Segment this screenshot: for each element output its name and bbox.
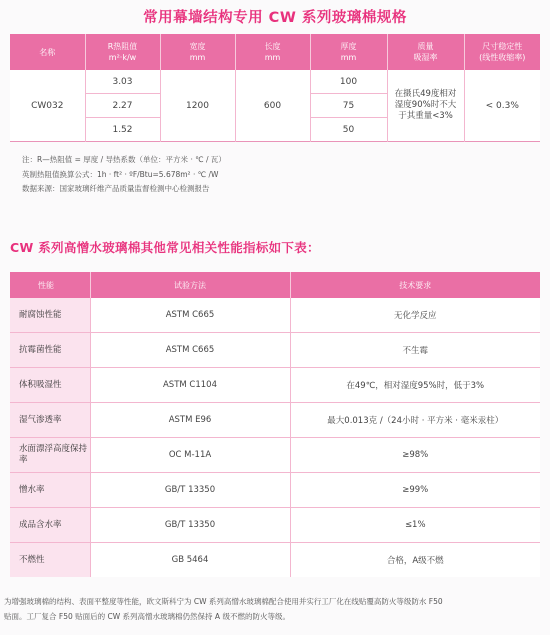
- performance-title: CW 系列高憎水玻璃棉其他常见相关性能指标如下表：: [10, 240, 320, 255]
- note-line: 英制热阻值换算公式：1h · ft² · ºF/Btu=5.678m² · ℃ /W: [22, 169, 219, 179]
- spec-title: 常用幕墙结构专用 CW 系列玻璃棉规格: [143, 10, 407, 26]
- requirement-cell: 不生霉: [290, 333, 540, 368]
- method-cell: GB/T 13350: [90, 473, 290, 508]
- moisture-line2: 湿度90%时不大: [394, 100, 457, 110]
- r-value-cell: 1.52: [85, 118, 160, 142]
- requirement-cell: ≥98%: [290, 438, 540, 473]
- header-r-value-line1: R热阻值: [107, 42, 138, 51]
- note-line: 数据来源：国家玻璃纤维产品质量监督检测中心检测报告: [22, 184, 210, 193]
- property-cell: 体积吸湿性: [10, 368, 90, 403]
- property-cell: 抗霉菌性能: [10, 333, 90, 368]
- spec-table-row: [10, 70, 540, 94]
- thickness-cell: 75: [310, 94, 387, 118]
- method-cell: ASTM C665: [90, 333, 290, 368]
- header-stability-line2: (线性收缩率): [479, 53, 526, 62]
- property-cell: 湿气渗透率: [10, 403, 90, 438]
- stability-cell: < 0.3%: [464, 70, 540, 142]
- table-row: [10, 543, 540, 578]
- thickness-cell: 50: [310, 118, 387, 142]
- thickness-cell: 100: [310, 70, 387, 94]
- header-thickness-line1: 厚度: [340, 42, 357, 51]
- method-cell: ASTM E96: [90, 403, 290, 438]
- table-row: [10, 508, 540, 543]
- spec-notes: [22, 153, 226, 197]
- requirement-cell: ≤1%: [290, 508, 540, 543]
- table-row: [10, 403, 540, 438]
- header-moisture-line1: 质量: [417, 42, 434, 51]
- requirement-cell: ≥99%: [290, 473, 540, 508]
- spec-table-header-row: [10, 34, 540, 70]
- header-width: [160, 34, 235, 70]
- property-cell: 成品含水率: [10, 508, 90, 543]
- table-row: [10, 298, 540, 333]
- moisture-cell: [387, 70, 464, 142]
- header-property: 性能: [10, 272, 90, 298]
- requirement-cell: 在49℃，相对湿度95%时，低于3%: [290, 368, 540, 403]
- property-cell: 耐腐蚀性能: [10, 298, 90, 333]
- method-cell: OC M-11A: [90, 438, 290, 473]
- method-cell: ASTM C1104: [90, 368, 290, 403]
- header-stability: [464, 34, 540, 70]
- table-row: [10, 368, 540, 403]
- header-length-line2: mm: [264, 53, 281, 62]
- spec-table: [10, 34, 540, 142]
- footer-line: 为增强玻璃棉的结构、表面平整度等性能，欧文斯科宁为 CW 系列高憎水玻璃棉配合使用并实行工厂化在线贴覆高防火等级防水 F50: [4, 597, 443, 606]
- length-cell: 600: [235, 70, 310, 142]
- method-cell: GB/T 13350: [90, 508, 290, 543]
- requirement-cell: 无化学反应: [290, 298, 540, 333]
- r-value-cell: 2.27: [85, 94, 160, 118]
- moisture-line3: 于其重量<3%: [398, 111, 453, 121]
- footer-line: 贴面。工厂复合 F50 贴面后的 CW 系列高憎水玻璃棉仍然保持 A 级不燃的防火等级。: [4, 612, 290, 621]
- product-name-cell: CW032: [10, 70, 85, 142]
- width-cell: 1200: [160, 70, 235, 142]
- header-requirement: 技术要求: [290, 272, 540, 298]
- note-line: 注：R—热阻值 = 厚度 / 导热系数（单位：平方米 · ℃ / 瓦）: [22, 155, 226, 164]
- header-moisture-line2: 吸湿率: [413, 53, 438, 62]
- requirement-cell: 最大0.013克 /（24小时 · 平方米 · 毫米汞柱）: [290, 403, 540, 438]
- method-cell: GB 5464: [90, 543, 290, 578]
- header-thickness-line2: mm: [340, 53, 357, 62]
- header-r-value: [85, 34, 160, 70]
- method-cell: ASTM C665: [90, 298, 290, 333]
- header-width-line1: 宽度: [189, 42, 206, 51]
- table-row: [10, 438, 540, 473]
- header-width-line2: mm: [189, 53, 206, 62]
- r-value-cell: 3.03: [85, 70, 160, 94]
- property-cell: 水面漂浮高度保持率: [10, 438, 90, 473]
- property-cell: 憎水率: [10, 473, 90, 508]
- header-thickness: [310, 34, 387, 70]
- header-test-method: 试验方法: [90, 272, 290, 298]
- header-stability-line1: 尺寸稳定性: [482, 42, 523, 51]
- moisture-line1: 在摄氏49度相对: [394, 89, 457, 99]
- property-cell: 不燃性: [10, 543, 90, 578]
- header-moisture: [387, 34, 464, 70]
- header-r-value-line2: m²·k/w: [108, 53, 137, 62]
- table-row: [10, 473, 540, 508]
- header-length-line1: 长度: [264, 42, 281, 51]
- performance-header-row: [10, 272, 540, 298]
- header-length: [235, 34, 310, 70]
- requirement-cell: 合格，A级不燃: [290, 543, 540, 578]
- footer-paragraph: [4, 594, 550, 624]
- header-name: 名称: [10, 34, 85, 70]
- performance-table: [10, 272, 540, 577]
- table-row: [10, 333, 540, 368]
